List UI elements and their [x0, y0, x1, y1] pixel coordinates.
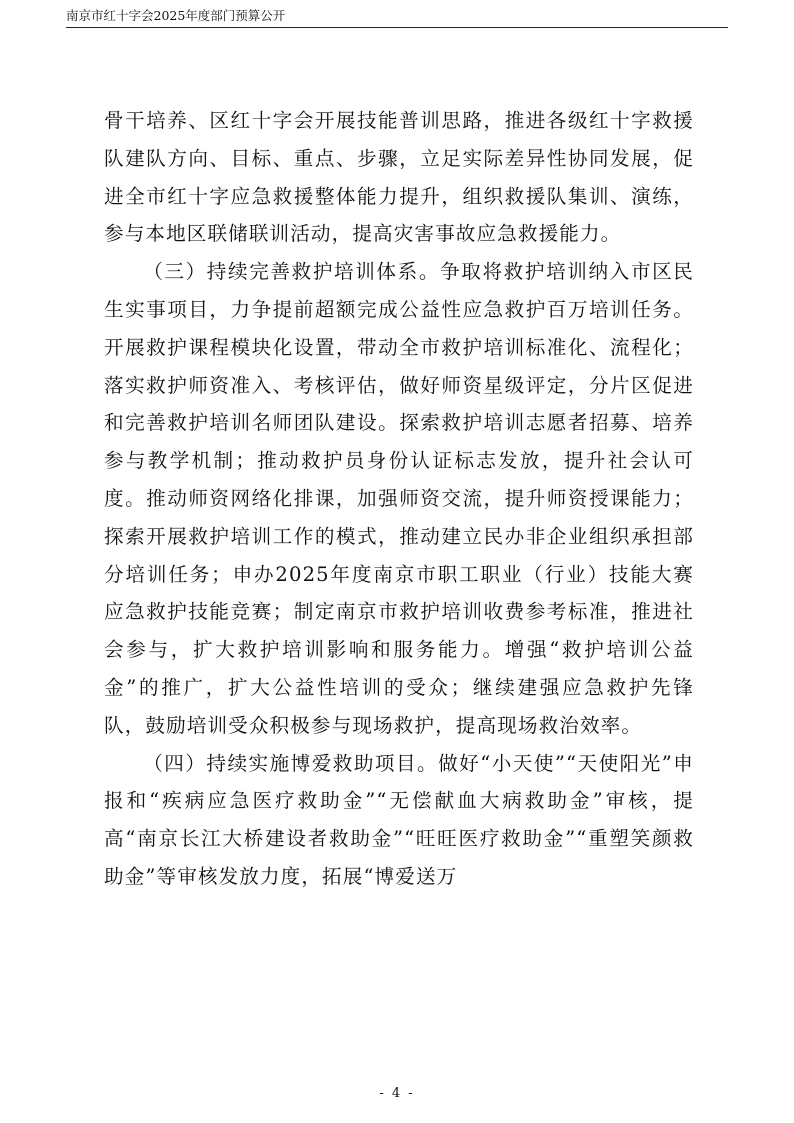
document-body [104, 102, 694, 896]
page-header [66, 6, 728, 26]
page-number: - 4 - [379, 1086, 415, 1101]
paragraph-relief-projects: （四）持续实施博爱救助项目。做好“小天使”“天使阳光”申报和“疾病应急医疗救助金”“无偿献血大病救助金”审核，提高“南京长江大桥建设者救助金”“旺旺医疗救助金”“重塑笑颜救助金”等审核发放力度，拓展“博爱送万 [104, 751, 694, 888]
header-divider [66, 27, 728, 28]
header-title: 南京市红十字会2025年度部门预算公开 [66, 8, 286, 23]
paragraph-training-system: （三）持续完善救护培训体系。争取将救护培训纳入市区民生实事项目，力争提前超额完成公益性应急救护百万培训任务。开展救护课程模块化设置，带动全市救护培训标准化、流程化；落实救护师资准入、考核评估，做好师资星级评定，分片区促进和完善救护培训名师团队建设。探索救护培训志愿者招募、培养参与教学机制；推动救护员身份认证标志发放，提升社会认可度。推动师资网络化排课，加强师资交流，提升师资授课能力；探索开展救护培训工作的模式，推动建立民办非企业组织承担部分培训任务；申办2025年度南京市职工职业（行业）技能大赛应急救护技能竞赛；制定南京市救护培训收费参考标准，推进社会参与，扩大救护培训影响和服务能力。增强“救护培训公益金”的推广，扩大公益性培训的受众；继续建强应急救护先锋队，鼓励培训受众积极参与现场救护，提高现场救治效率。 [104, 260, 694, 737]
paragraph-continuation: 骨干培养、区红十字会开展技能普训思路，推进各级红十字救援队建队方向、目标、重点、步骤，立足实际差异性协同发展，促进全市红十字应急救援整体能力提升，组织救援队集训、演练，参与本地区联储联训活动，提高灾害事故应急救援能力。 [104, 109, 694, 246]
